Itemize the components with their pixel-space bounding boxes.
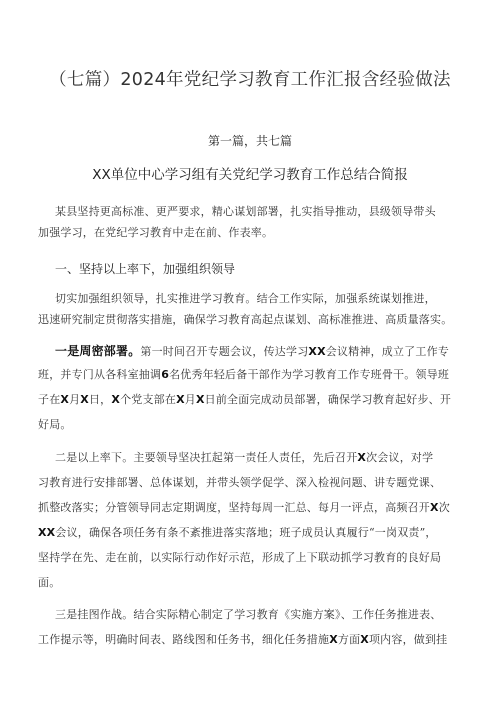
para2-text: 子在	[38, 393, 61, 406]
para2-text: 月	[184, 393, 196, 406]
para3-text: 抓整改落实；分管领导同志定期调度，坚持每周一汇总、每月一评点，高频召开	[38, 501, 430, 514]
para3-bold: X	[430, 501, 439, 514]
para3-text: 次	[438, 501, 450, 514]
para3-line-2: 习教育进行安排部署、总体谋划，并带头领学促学、深入检视问题、讲专题党课、	[38, 476, 442, 489]
para2-bold: X	[60, 393, 70, 406]
para2-bold: X	[195, 393, 205, 406]
para3-text: 二是以上率下。主要领导坚决扛起第一责任人责任，先后召开	[55, 451, 358, 464]
para2-line-2	[38, 366, 449, 382]
para3-text: 次会议，对学	[366, 451, 434, 464]
document-title: （七篇）2024年党纪学习教育工作汇报含经验做法	[49, 70, 451, 90]
part-label: 第一篇，共七篇	[207, 134, 292, 148]
para2-bold: X	[80, 393, 89, 406]
para3-bold: XX	[38, 526, 56, 539]
para3-line-4	[38, 524, 437, 540]
para3-text: 会议，确保各项任务有条不紊推进落实落地；班子成员认真履行“一岗双责”，	[55, 526, 437, 539]
para4-text: 工作提示等，明确时间表、路线图和任务书，细化任务措施	[38, 633, 330, 646]
para3-line-3	[38, 499, 450, 515]
para2-bold: XX	[308, 345, 326, 358]
para2-text: 会议精神，成立了工作专	[325, 345, 449, 358]
para4-text: 项内容，做到挂	[368, 633, 448, 646]
para2-text: 班，并专门从各科室抽调	[38, 368, 162, 381]
report-title: XX单位中心学习组有关党纪学习教育工作总结合简报	[92, 167, 408, 183]
para2-text: 名优秀年轻后备干部作为学习教育工作专班骨干。领导班	[169, 368, 450, 381]
para2-lead: 一是周密部署。	[55, 344, 141, 358]
para4-bold: X	[329, 633, 338, 646]
para2-text: 个党支部在	[120, 393, 177, 406]
para2-line-3	[38, 391, 451, 407]
para3-line-1	[55, 449, 433, 465]
para2-text: 日，	[88, 393, 112, 406]
para2-text: 第一时间召开专题会议，传达学习	[140, 345, 309, 358]
intro-line-1: 某县坚持更高标准、更严要求，精心谋划部署，扎实指导推动，县级领导带头	[55, 205, 436, 218]
para2-bold: X	[111, 393, 121, 406]
para2-bold: 6	[161, 368, 170, 381]
para4-bold: X	[360, 633, 369, 646]
section-heading-1: 一、坚持以上率下，加强组织领导	[55, 262, 236, 276]
para3-line-6: 面。	[38, 576, 61, 589]
para1-line-2: 迅速研究制定贯彻落实措施，确保学习教育高起点谋划、高标准推进、高质量落实。	[38, 313, 453, 326]
para4-line-1: 三是挂图作战。结合实际精心制定了学习教育《实施方案》、工作任务推进表、	[55, 608, 442, 621]
para4-text: 方面	[337, 633, 361, 646]
para2-line-4: 好局。	[38, 418, 72, 431]
para1-line-1: 切实加强组织领导，扎实推进学习教育。结合工作实际，加强系统谋划推进，	[55, 292, 436, 305]
para2-bold: X	[176, 393, 185, 406]
para4-line-2	[38, 631, 447, 647]
para3-bold: X	[357, 451, 367, 464]
para2-line-1	[55, 342, 449, 359]
para2-text: 日前全面完成动员部署，确保学习教育起好步、开	[204, 393, 452, 406]
para2-text: 月	[69, 393, 81, 406]
intro-line-2: 加强学习，在党纪学习教育中走在前、作表率。	[38, 226, 274, 239]
para3-line-5: 坚持学在先、走在前，以实际行动作好示范，形成了上下联动抓学习教育的良好局	[38, 551, 442, 564]
